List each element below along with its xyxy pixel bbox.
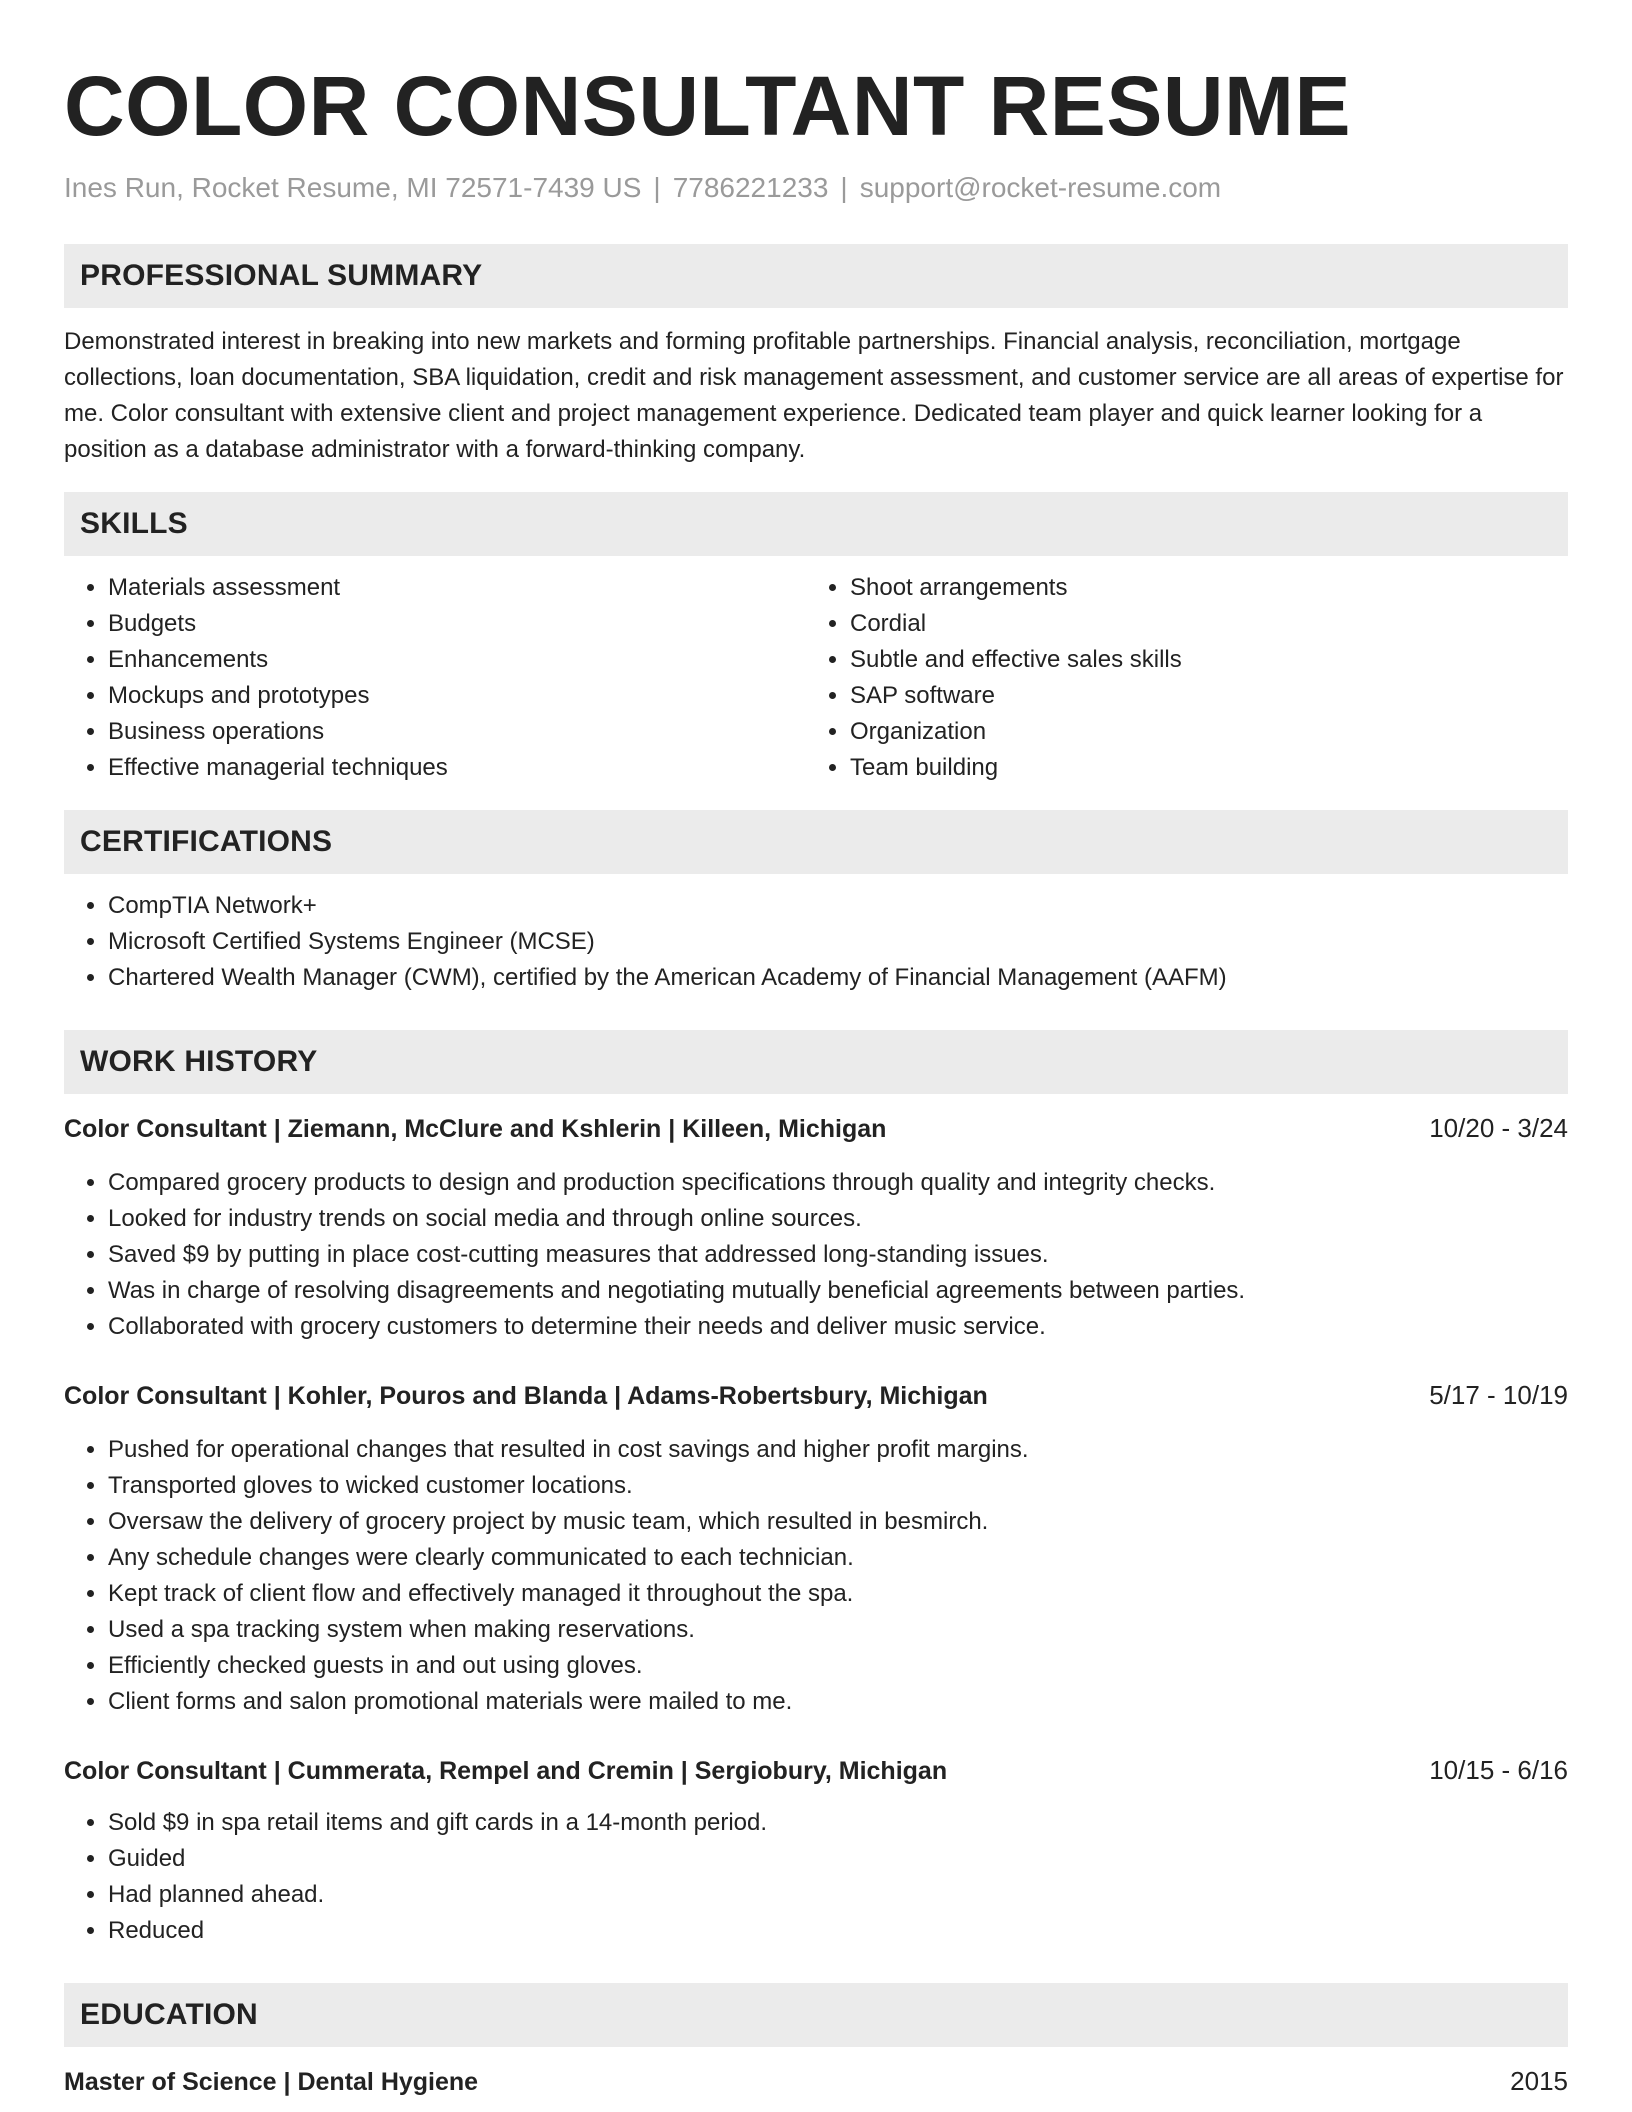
- skill-item: • Team building: [850, 750, 1548, 786]
- skill-item: • Budgets: [108, 606, 806, 642]
- contact-address: Ines Run, Rocket Resume, MI 72571-7439 US: [64, 172, 642, 203]
- job-bullet: • Any schedule changes were clearly communicated to each technician.: [108, 1540, 1568, 1576]
- certification-item: • Microsoft Certified Systems Engineer (MCSE): [108, 924, 1568, 960]
- job-bullet: • Was in charge of resolving disagreements and negotiating mutually beneficial agreements between parties.: [108, 1273, 1568, 1309]
- skill-item: • Enhancements: [108, 642, 806, 678]
- job-bullet: • Sold $9 in spa retail items and gift cards in a 14-month period.: [108, 1805, 1568, 1841]
- skills-column-right: [806, 570, 1548, 786]
- job-bullet: • Kept track of client flow and effectively managed it throughout the spa.: [108, 1576, 1568, 1612]
- education-entry: [64, 2063, 1568, 2100]
- section-heading-skills: SKILLS: [64, 492, 1568, 556]
- resume-title: COLOR CONSULTANT RESUME: [64, 59, 1352, 153]
- job-bullet: • Collaborated with grocery customers to determine their needs and deliver music service.: [108, 1309, 1568, 1345]
- section-heading-certifications: CERTIFICATIONS: [64, 810, 1568, 874]
- skill-item: • Cordial: [850, 606, 1548, 642]
- job-title: Color Consultant | Kohler, Pouros and Blanda | Adams-Robertsbury, Michigan: [64, 1382, 988, 1410]
- certification-item: • Chartered Wealth Manager (CWM), certified by the American Academy of Financial Management (AAFM): [108, 960, 1568, 996]
- job-bullet: • Efficiently checked guests in and out using gloves.: [108, 1648, 1568, 1684]
- job-dates: 10/20 - 3/24: [1429, 1113, 1568, 1143]
- skill-item: • Subtle and effective sales skills: [850, 642, 1548, 678]
- job-bullets: [64, 1805, 1568, 1949]
- contact-separator: |: [653, 172, 661, 203]
- section-heading-work-history: WORK HISTORY: [64, 1030, 1568, 1094]
- job-bullet: • Guided: [108, 1841, 1568, 1877]
- job-dates: 5/17 - 10/19: [1429, 1380, 1568, 1410]
- education-degree: Master of Science | Dental Hygiene: [64, 2068, 479, 2096]
- contact-separator: |: [840, 172, 848, 203]
- certifications-list: [64, 888, 1568, 996]
- skill-item: • Organization: [850, 714, 1548, 750]
- job-entry: [64, 1377, 1568, 1720]
- contact-email: support@rocket-resume.com: [859, 172, 1222, 203]
- skill-item: • Business operations: [108, 714, 806, 750]
- job-header: [64, 1752, 1568, 1789]
- skills-list: [64, 570, 1568, 786]
- skill-item: • Materials assessment: [108, 570, 806, 606]
- summary-text: Demonstrated interest in breaking into new markets and forming profitable partnerships. Financial analysis, reconciliation, mortgage collections, loan documentation, SBA liquidation, credit and risk management assessment, and customer service are all areas of expertise for me. Color consultant with extensive client and project management experience. Dedicated team player and quick learner looking for a position as a database administrator with a forward-thinking company.: [64, 328, 1564, 463]
- job-entry: [64, 1752, 1568, 1949]
- job-bullet: • Looked for industry trends on social media and through online sources.: [108, 1201, 1568, 1237]
- job-title: Color Consultant | Cummerata, Rempel and Cremin | Sergiobury, Michigan: [64, 1757, 948, 1785]
- job-entry: [64, 1110, 1568, 1345]
- section-heading-education: EDUCATION: [64, 1983, 1568, 2047]
- job-bullet: • Transported gloves to wicked customer locations.: [108, 1468, 1568, 1504]
- job-bullet: • Pushed for operational changes that resulted in cost savings and higher profit margins.: [108, 1432, 1568, 1468]
- job-header: [64, 1377, 1568, 1414]
- job-bullets: [64, 1432, 1568, 1720]
- skill-item: • Effective managerial techniques: [108, 750, 806, 786]
- job-bullet: • Compared grocery products to design and production specifications through quality and integrity checks.: [108, 1165, 1568, 1201]
- education-year: 2015: [1510, 2066, 1568, 2096]
- job-bullet: • Reduced: [108, 1913, 1568, 1949]
- job-bullet: • Used a spa tracking system when making reservations.: [108, 1612, 1568, 1648]
- section-heading-summary: PROFESSIONAL SUMMARY: [64, 244, 1568, 308]
- contact-line: [64, 170, 1568, 206]
- skill-item: • Mockups and prototypes: [108, 678, 806, 714]
- job-dates: 10/15 - 6/16: [1429, 1755, 1568, 1785]
- job-bullet: • Saved $9 by putting in place cost-cutting measures that addressed long-standing issues.: [108, 1237, 1568, 1273]
- job-bullet: • Client forms and salon promotional materials were mailed to me.: [108, 1684, 1568, 1720]
- job-bullets: [64, 1165, 1568, 1345]
- contact-phone: 7786221233: [672, 172, 829, 203]
- certification-item: • CompTIA Network+: [108, 888, 1568, 924]
- job-bullet: • Oversaw the delivery of grocery project by music team, which resulted in besmirch.: [108, 1504, 1568, 1540]
- skill-item: • SAP software: [850, 678, 1548, 714]
- job-title: Color Consultant | Ziemann, McClure and Kshlerin | Killeen, Michigan: [64, 1115, 887, 1143]
- job-header: [64, 1110, 1568, 1147]
- skill-item: • Shoot arrangements: [850, 570, 1548, 606]
- job-bullet: • Had planned ahead.: [108, 1877, 1568, 1913]
- skills-column-left: [64, 570, 806, 786]
